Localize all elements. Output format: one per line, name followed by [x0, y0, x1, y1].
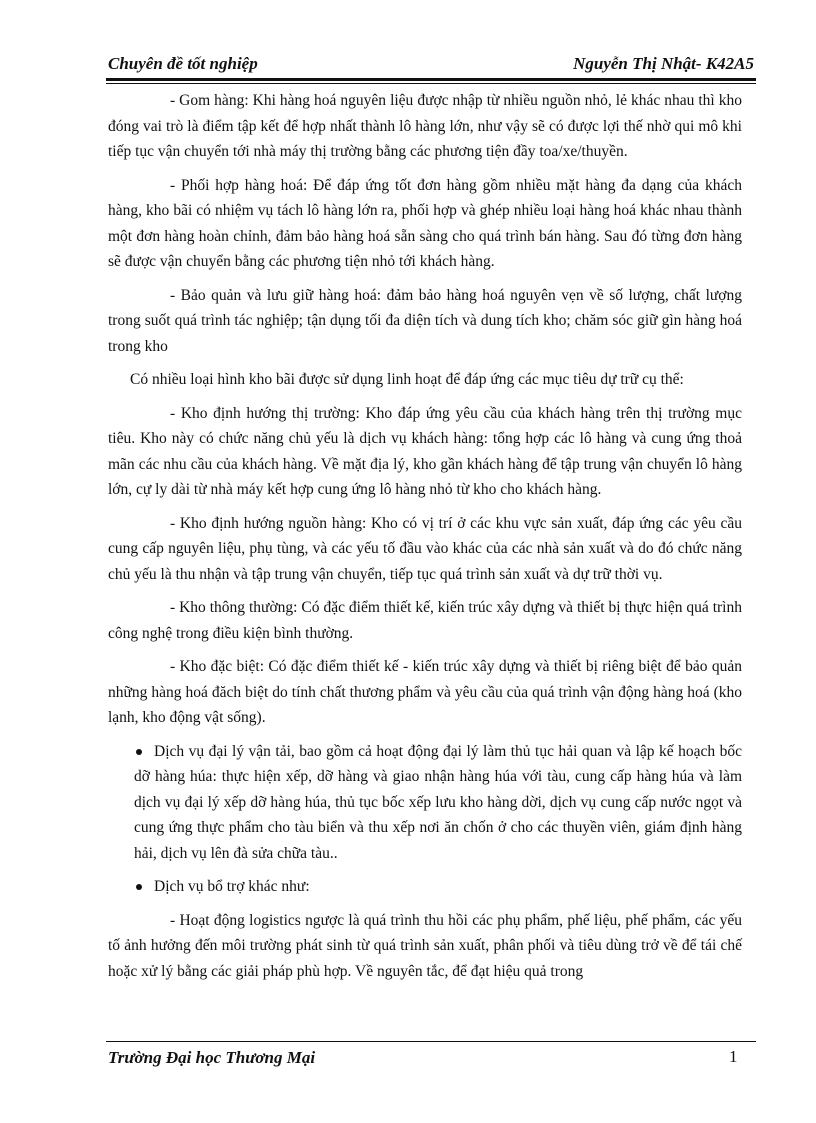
page-header [108, 54, 754, 78]
bullet-dai-ly-van-tai [108, 739, 742, 867]
paragraph-phoi-hop: - Phối hợp hàng hoá: Để đáp ứng tốt đơn hàng gồm nhiều mặt hàng đa dạng của khách hàng, kho bãi có nhiệm vụ tách lô hàng lớn ra, phối hợp và ghép nhiều loại hàng hoá khác nhau thành một đơn hàng hoàn chỉnh, đảm bảo hàng hoá sẵn sàng cho quá trình bán hàng. Sau đó từng đơn hàng sẽ được vận chuyển bằng các phương tiện nhỏ tới khách hàng. [108, 176, 742, 270]
bullet-dot-icon [136, 884, 142, 890]
document-body [108, 88, 742, 992]
paragraph-loai-hinh-kho: Có nhiều loại hình kho bãi được sử dụng linh hoạt để đáp ứng các mục tiêu dự trữ cụ thể: [130, 371, 684, 388]
paragraph-logistics-nguoc: - Hoạt động logistics ngược là quá trình thu hồi các phụ phẩm, phế liệu, phế phẩm, các yếu tố ảnh hưởng đến môi trường phát sinh từ quá trình sản xuất, phân phối và tiêu dùng trở về để tái chế hoặc xử lý bằng các giải pháp phù hợp. Về nguyên tắc, để đạt hiệu quả trong [108, 911, 742, 980]
header-rule [106, 78, 756, 84]
paragraph-bao-quan: - Bảo quản và lưu giữ hàng hoá: đảm bảo hàng hoá nguyên vẹn về số lượng, chất lượng trong suốt quá trình tác nghiệp; tận dụng tối đa diện tích và dung tích kho; chăm sóc giữ gìn hàng hoá trong kho [108, 286, 742, 355]
footer-rule [106, 1041, 756, 1042]
page-number: 1 [729, 1047, 738, 1066]
bullet-text: Dịch vụ đại lý vận tải, bao gồm cả hoạt động đại lý làm thủ tục hải quan và lập kế hoạch bốc dỡ hàng húa: thực hiện xếp, dỡ hàng và giao nhận hàng húa với tàu, cung cấp hàng húa và làm dịch vụ đại lý xếp dỡ hàng húa, thủ tục bốc xếp lưu kho hàng dời, dịch vụ cung cấp nước ngọt và cung ứng thực phẩm cho tàu biển và thu xếp nơi ăn chốn ở cho các thuyền viên, giám định hàng hải, dịch vụ lên đà sửa chữa tàu.. [134, 742, 742, 862]
paragraph-kho-thong-thuong: - Kho thông thường: Có đặc điểm thiết kế, kiến trúc xây dựng và thiết bị thực hiện quá trình công nghệ trong điều kiện bình thường. [108, 599, 742, 642]
paragraph-kho-thi-truong: - Kho định hướng thị trường: Kho đáp ứng yêu cầu của khách hàng trên thị trường mục tiêu. Kho này có chức năng chủ yếu là dịch vụ khách hàng: tổng hợp các lô hàng và cung ứng thoả mãn các nhu cầu của khách hàng. Về mặt địa lý, kho gần khách hàng để tập trung vận chuyển lô hàng lớn, cự ly dài từ nhà máy kết hợp cung ứng lô hàng nhỏ từ kho cho khách hàng. [108, 404, 742, 498]
bullet-text: Dịch vụ bổ trợ khác như: [154, 878, 310, 895]
paragraph-kho-dac-biet: - Kho đặc biệt: Có đặc điểm thiết kế - kiến trúc xây dựng và thiết bị riêng biệt để bảo quản những hàng hoá đăch biệt do tính chất thương phẩm và yêu cầu của quá trình vận động hàng hoá (kho lạnh, kho động vật sống). [108, 658, 742, 726]
footer-school: Trường Đại học Thương Mại [108, 1048, 316, 1067]
header-title: Chuyên đề tốt nghiệp [108, 54, 258, 73]
paragraph-kho-nguon-hang: - Kho định hướng nguồn hàng: Kho có vị trí ở các khu vực sản xuất, đáp ứng các yêu cầu cung cấp nguyên liệu, phụ tùng, và các yếu tố đầu vào khác của các nhà sản xuất và do đó chức năng chủ yếu là thu nhận và tập trung vận chuyển, tiếp tục quá trình sản xuất và dự trữ thời vụ. [108, 514, 742, 583]
bullet-bo-tro [108, 874, 742, 900]
header-author: Nguyễn Thị Nhật- K42A5 [573, 54, 754, 73]
bullet-dot-icon [136, 749, 142, 755]
paragraph-gom-hang: - Gom hàng: Khi hàng hoá nguyên liệu được nhập từ nhiều nguồn nhỏ, lẻ khác nhau thì kho đóng vai trò là điểm tập kết để hợp nhất thành lô hàng lớn, như vậy sẽ có được lợi thế nhờ qui mô khi tiếp tục vận chuyển tới nhà máy thị trường bằng các phương tiện đầy toa/xe/thuyền. [108, 92, 742, 160]
